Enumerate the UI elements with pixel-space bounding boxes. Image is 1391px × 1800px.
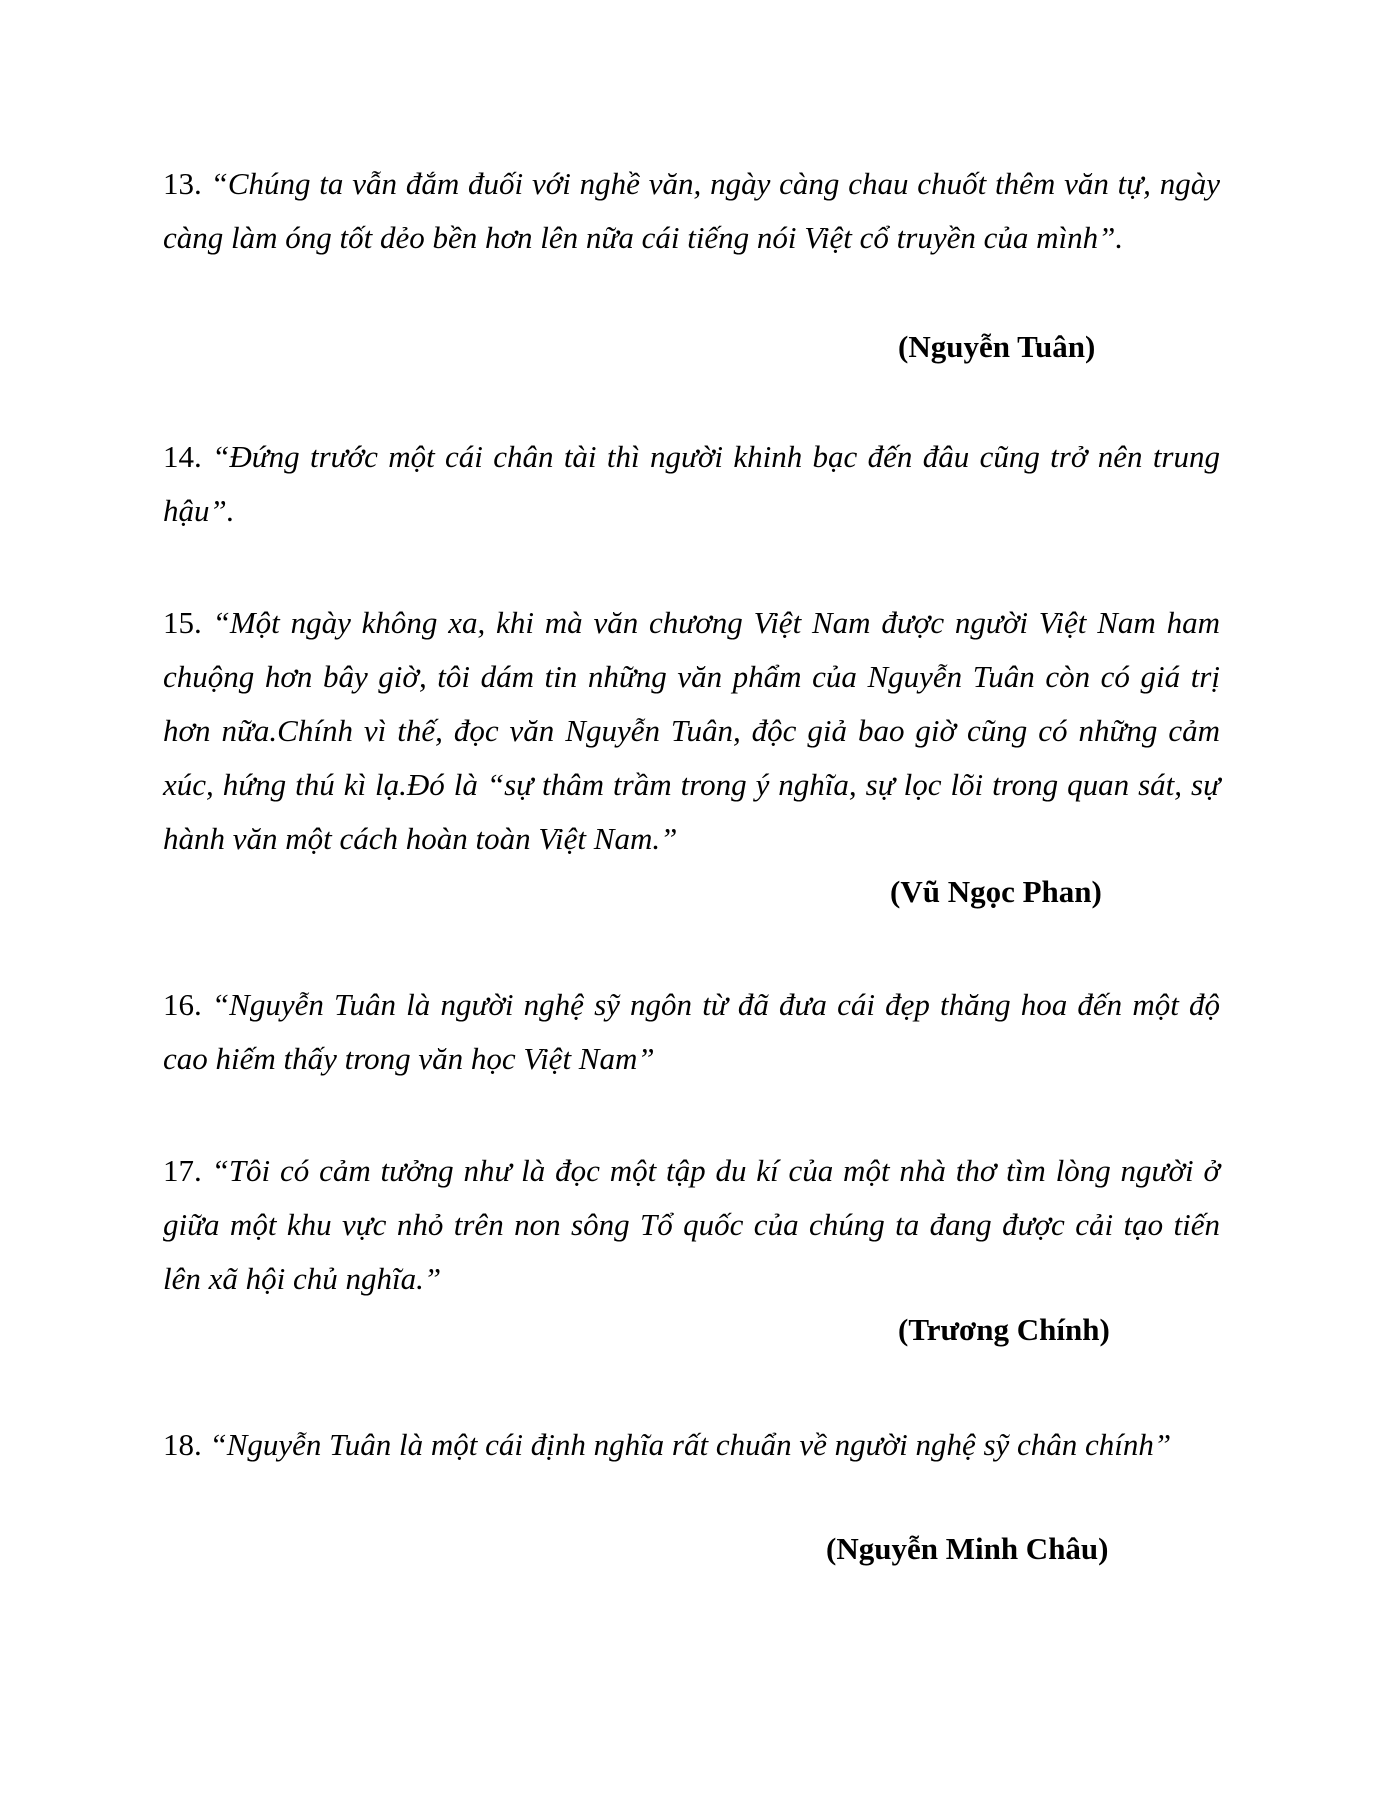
quote-author: (Trương Chính) (898, 1312, 1110, 1347)
quote-text: “Đứng trước một cái chân tài thì người khinh bạc đến đâu cũng trở nên trung hậu”. (163, 439, 1220, 528)
quote-text: “Nguyễn Tuân là một cái định nghĩa rất chuẩn về người nghệ sỹ chân chính” (209, 1427, 1172, 1462)
quote-author: (Nguyễn Tuân) (898, 329, 1096, 364)
quote-number: 13. (163, 166, 202, 201)
quote-17 (163, 1144, 1220, 1306)
quote-text: “Nguyễn Tuân là người nghệ sỹ ngôn từ đã đưa cái đẹp thăng hoa đến một độ cao hiếm thấy trong văn học Việt Nam” (163, 987, 1220, 1076)
quote-14 (163, 430, 1220, 538)
quote-author: (Vũ Ngọc Phan) (890, 874, 1102, 909)
quote-text: “Tôi có cảm tưởng như là đọc một tập du kí của một nhà thơ tìm lòng người ở giữa một khu vực nhỏ trên non sông Tổ quốc của chúng ta đang được cải tạo tiến lên xã hội chủ nghĩa.” (163, 1153, 1220, 1296)
quote-number: 17. (163, 1153, 202, 1188)
quote-18 (163, 1418, 1220, 1472)
quote-16 (163, 978, 1220, 1086)
quote-13 (163, 157, 1220, 265)
quote-number: 16. (163, 987, 202, 1022)
quote-text: “Một ngày không xa, khi mà văn chương Việt Nam được người Việt Nam ham chuộng hơn bây giờ, tôi dám tin những văn phẩm của Nguyễn Tuân còn có giá trị hơn nữa.Chính vì thế, đọc văn Nguyễn Tuân, độc giả bao giờ cũng có những cảm xúc, hứng thú kì lạ.Đó là “sự thâm trầm trong ý nghĩa, sự lọc lõi trong quan sát, sự hành văn một cách hoàn toàn Việt Nam.” (163, 605, 1221, 856)
quote-number: 15. (163, 605, 202, 640)
quote-text: “Chúng ta vẫn đắm đuối với nghề văn, ngày càng chau chuốt thêm văn tự, ngày càng làm óng tốt dẻo bền hơn lên nữa cái tiếng nói Việt cổ truyền của mình”. (163, 166, 1220, 255)
quote-number: 18. (163, 1427, 202, 1462)
quote-author: (Nguyễn Minh Châu) (826, 1531, 1109, 1566)
quote-number: 14. (163, 439, 202, 474)
quote-15 (163, 596, 1220, 866)
